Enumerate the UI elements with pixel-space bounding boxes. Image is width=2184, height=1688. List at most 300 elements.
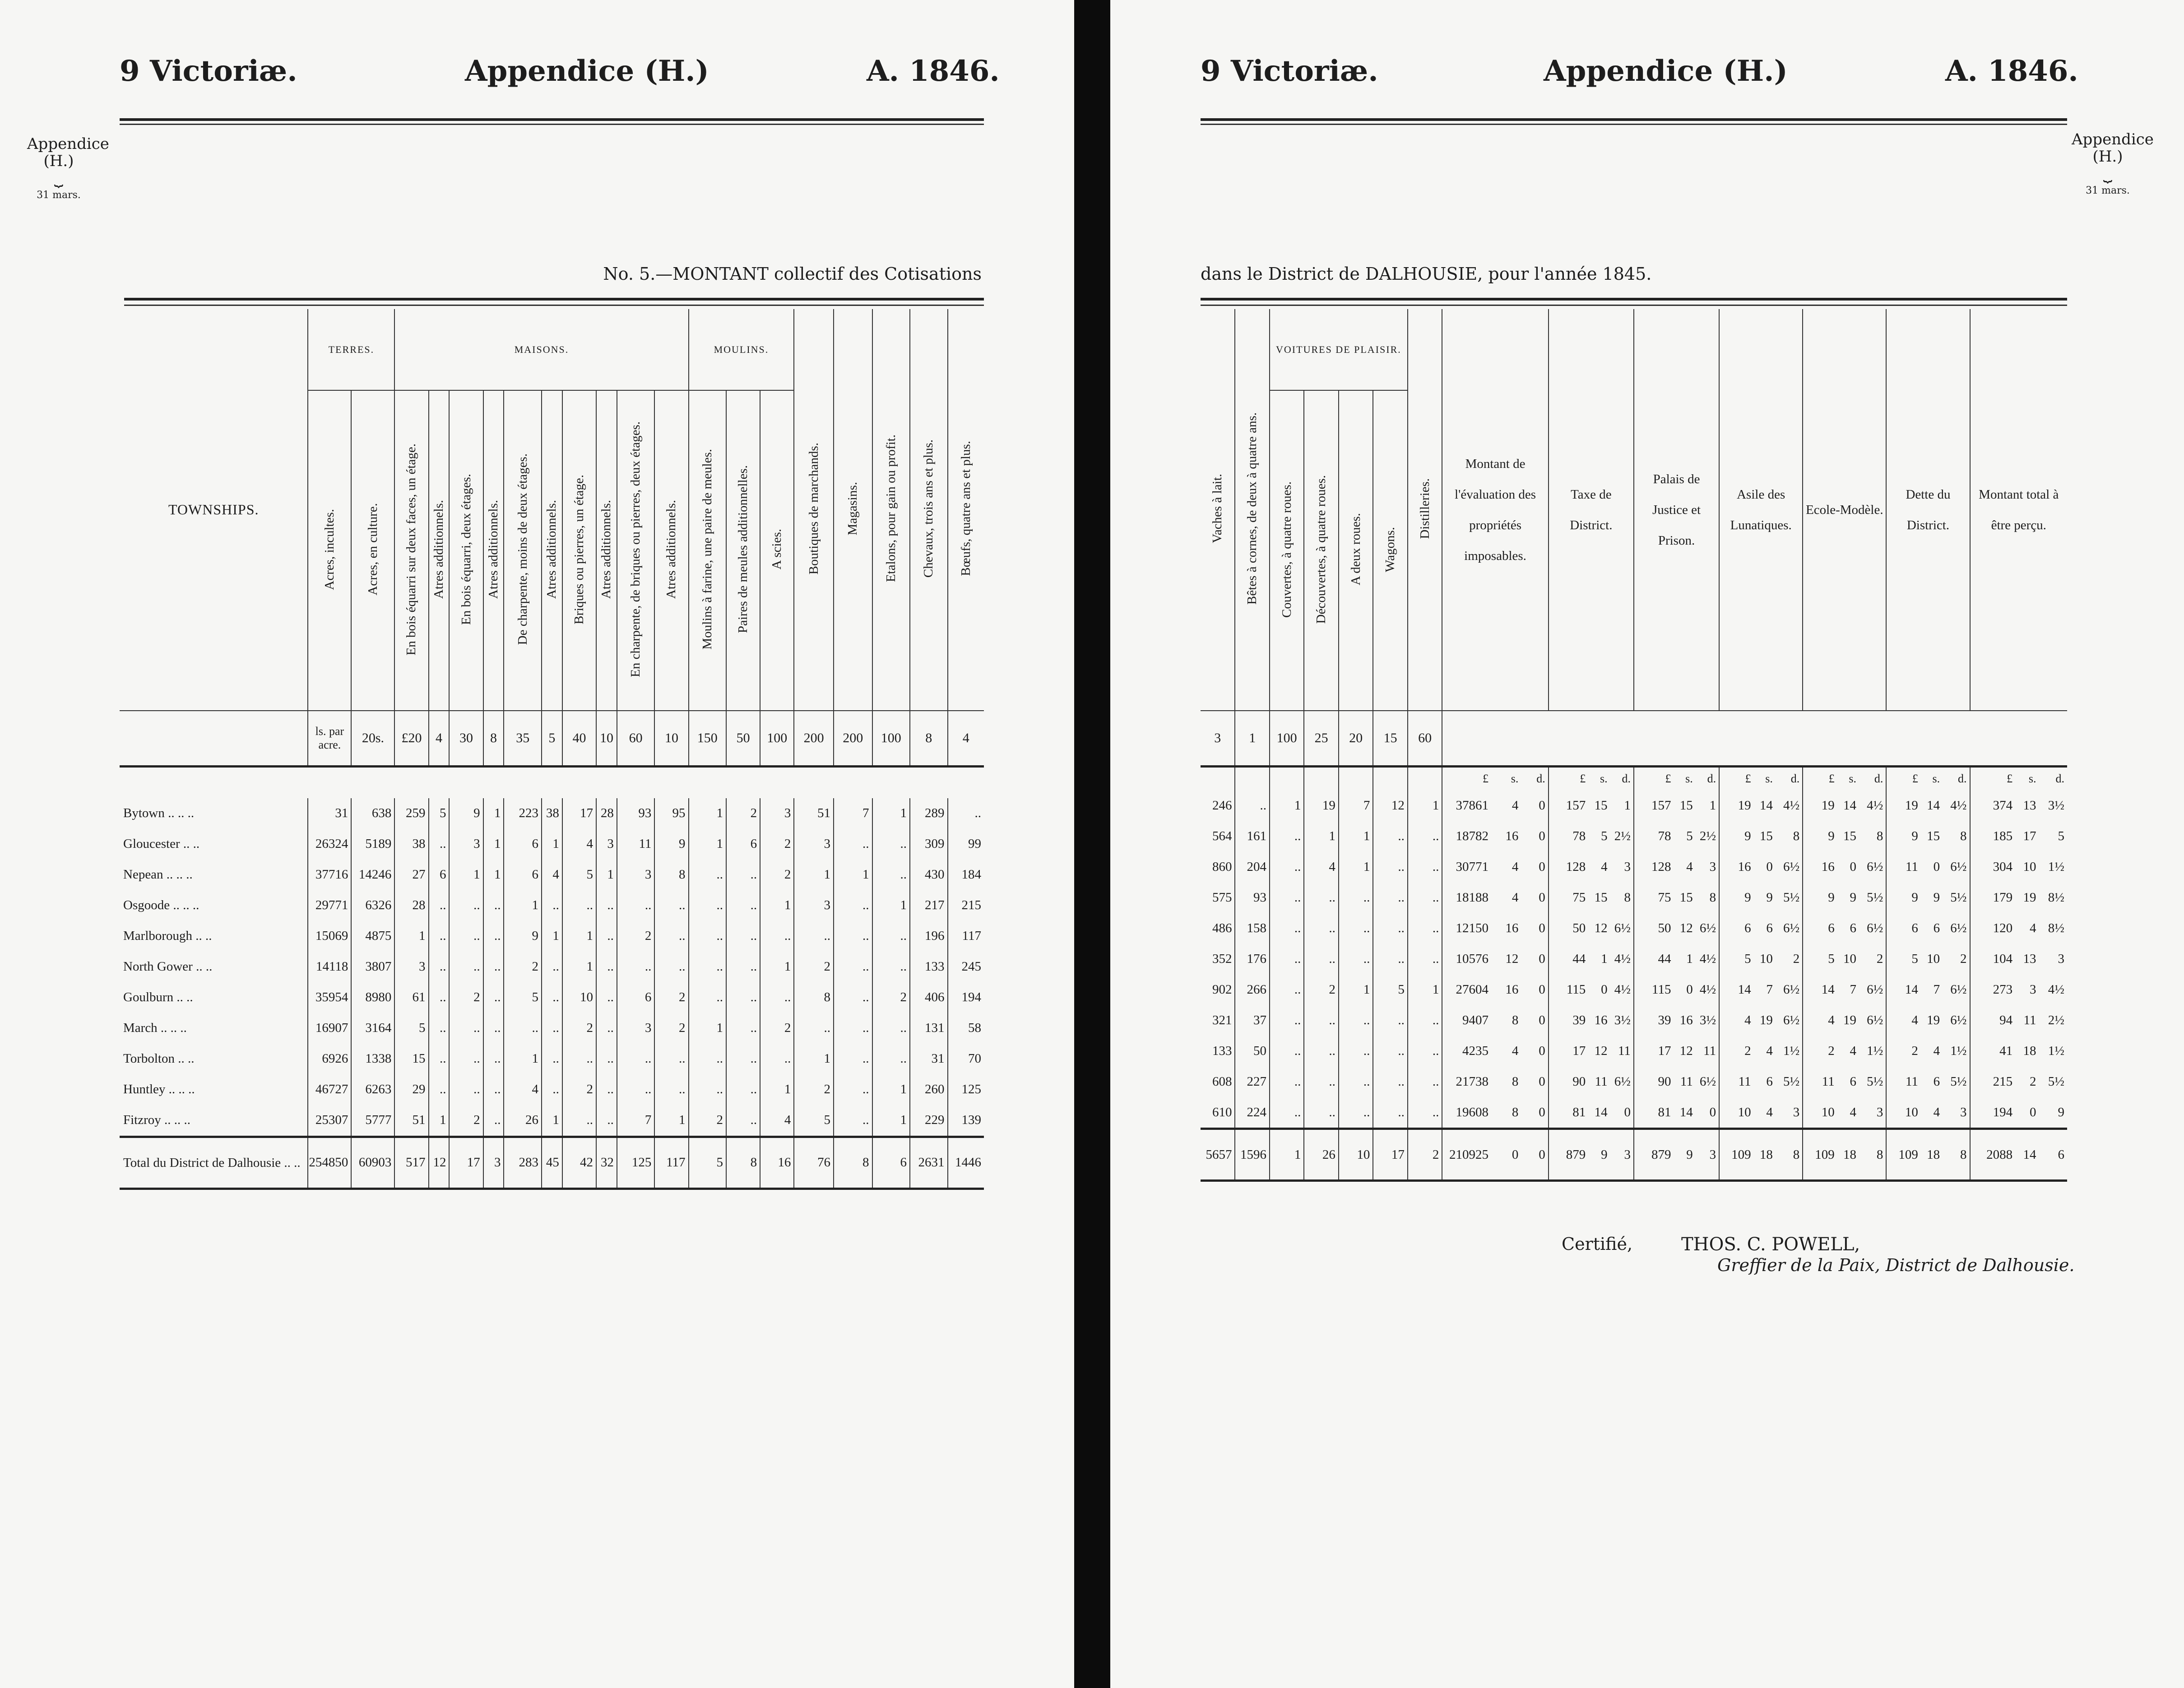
- value-cell: ..: [429, 1074, 450, 1105]
- value-cell: 6: [429, 860, 450, 890]
- rate-cell: 60: [1408, 711, 1442, 767]
- township-row: [120, 829, 984, 860]
- count-cell: ..: [1270, 1066, 1304, 1097]
- count-cell: ..: [1373, 943, 1408, 974]
- value-cell: ..: [542, 1074, 562, 1105]
- pounds-cell: 9: [1719, 882, 1753, 913]
- value-cell: ..: [689, 1074, 726, 1105]
- value-cell: ..: [760, 1044, 794, 1074]
- rates-row: [120, 711, 984, 767]
- pounds-cell: 4235: [1442, 1036, 1491, 1066]
- count-cell: ..: [1270, 974, 1304, 1005]
- shillings-cell: 7: [1766, 982, 1773, 997]
- rate-cell: 5: [542, 711, 562, 767]
- count-cell: ..: [1270, 943, 1304, 974]
- value-cell: ..: [834, 982, 872, 1013]
- total-value: 17: [449, 1137, 483, 1189]
- shillings-cell: 15: [1594, 890, 1608, 905]
- count-cell: 1: [1339, 974, 1373, 1005]
- pence-cell: 6½: [1867, 1013, 1883, 1027]
- column-header: Paires de meules additionnelles.: [726, 390, 760, 711]
- shillings-cell: 3: [2029, 982, 2036, 997]
- count-cell: ..: [1408, 913, 1442, 943]
- township-row: [120, 860, 984, 890]
- shillings-cell: 0: [1850, 859, 1857, 874]
- value-cell: 217: [910, 890, 947, 921]
- value-cell: ..: [449, 1044, 483, 1074]
- value-cell: ..: [726, 860, 760, 890]
- township-name: Torbolton .. ..: [123, 1051, 195, 1066]
- rate-cell: ls. par acre.: [308, 711, 351, 767]
- count-cell: 5: [1373, 974, 1408, 1005]
- rate-cell: 200: [794, 711, 834, 767]
- count-cell: ..: [1270, 882, 1304, 913]
- count-cell: ..: [1270, 1005, 1304, 1036]
- value-cell: 2: [760, 860, 794, 890]
- pence-cell: 8: [1776, 1129, 1803, 1181]
- currency-unit: d.: [2055, 772, 2064, 785]
- value-cell: ..: [596, 1013, 617, 1044]
- rate-cell: 20s.: [351, 711, 394, 767]
- shillings-cell: 4: [1850, 1043, 1857, 1058]
- shillings-cell: 1: [1686, 951, 1693, 966]
- pounds-cell: 104: [1970, 943, 2016, 974]
- count-cell: ..: [1339, 1066, 1373, 1097]
- pence-cell: 0: [1539, 859, 1545, 874]
- shillings-cell: 8: [1512, 1105, 1519, 1119]
- value-cell: 4: [760, 1105, 794, 1137]
- value-cell: 117: [948, 921, 984, 952]
- currency-units-row: [1201, 767, 2067, 791]
- pence-cell: 5½: [1950, 890, 1967, 905]
- pence-cell: 4½: [2048, 982, 2064, 997]
- shillings-cell: 9: [1850, 890, 1857, 905]
- shillings-cell: 10: [1843, 951, 1857, 966]
- money-header: Dette du District.: [1886, 309, 1970, 711]
- header-reign: 9 Victoriæ.: [120, 54, 297, 88]
- currency-unit: £: [1634, 767, 1674, 791]
- total-value: 3: [483, 1137, 504, 1189]
- value-cell: 1: [483, 798, 504, 829]
- pounds-cell: 109: [1886, 1129, 1920, 1181]
- count-cell: ..: [1408, 1066, 1442, 1097]
- rate-cell: 50: [726, 711, 760, 767]
- column-header: Wagons.: [1373, 390, 1408, 711]
- right-page: [1110, 0, 2184, 1688]
- header-year: A. 1846.: [867, 54, 1000, 88]
- value-cell: ..: [872, 1044, 910, 1074]
- pence-cell: 5½: [1950, 1074, 1967, 1089]
- count-cell: 19: [1304, 790, 1338, 821]
- value-cell: 289: [910, 798, 947, 829]
- value-cell: 1: [872, 798, 910, 829]
- value-cell: 5: [429, 798, 450, 829]
- value-cell: 2: [449, 982, 483, 1013]
- pence-cell: 6½: [1614, 1074, 1631, 1089]
- pounds-cell: 11: [1886, 851, 1920, 882]
- value-cell: 35954: [308, 982, 351, 1013]
- value-cell: 9: [449, 798, 483, 829]
- pounds-cell: 273: [1970, 974, 2016, 1005]
- pence-cell: 1½: [1783, 1043, 1800, 1058]
- pence-cell: 6½: [1699, 1074, 1716, 1089]
- pence-cell: 3½: [1699, 1013, 1716, 1027]
- value-cell: 3: [617, 860, 654, 890]
- currency-unit: £: [1549, 767, 1589, 791]
- shillings-cell: 4: [1766, 1043, 1773, 1058]
- shillings-cell: 18: [2023, 1043, 2036, 1058]
- pence-cell: 8: [1960, 828, 1967, 843]
- shillings-cell: 4: [1512, 859, 1519, 874]
- pounds-cell: 215: [1970, 1066, 2016, 1097]
- pounds-cell: 194: [1970, 1097, 2016, 1129]
- count-cell: ..: [1373, 1097, 1408, 1129]
- value-cell: 1: [542, 1105, 562, 1137]
- pounds-cell: 14: [1886, 974, 1920, 1005]
- count-cell: ..: [1373, 851, 1408, 882]
- column-header: A scies.: [760, 390, 794, 711]
- value-cell: 3: [794, 829, 834, 860]
- pounds-cell: 157: [1634, 790, 1674, 821]
- shillings-cell: 9: [1933, 890, 1940, 905]
- assessment-table-right: [1201, 309, 2067, 1182]
- value-cell: ..: [429, 829, 450, 860]
- pounds-cell: 90: [1634, 1066, 1674, 1097]
- value-cell: 4: [542, 860, 562, 890]
- pence-cell: 5½: [1867, 1074, 1883, 1089]
- value-cell: ..: [449, 921, 483, 952]
- value-cell: 28: [596, 798, 617, 829]
- header-rule-thin: [120, 124, 984, 125]
- total-value: 8: [726, 1137, 760, 1189]
- shillings-cell: 6: [1850, 1074, 1857, 1089]
- pounds-cell: 304: [1970, 851, 2016, 882]
- value-cell: 3: [394, 952, 428, 982]
- shillings-cell: 11: [1680, 1074, 1693, 1089]
- pounds-cell: 18188: [1442, 882, 1491, 913]
- value-cell: 1: [542, 921, 562, 952]
- value-cell: 1: [654, 1105, 688, 1137]
- value-cell: 4875: [351, 921, 394, 952]
- rate-cell: £20: [394, 711, 428, 767]
- townships-header-cell: [120, 309, 308, 711]
- pounds-cell: 75: [1634, 882, 1674, 913]
- value-cell: 26: [504, 1105, 541, 1137]
- value-cell: 229: [910, 1105, 947, 1137]
- rate-cell: 200: [834, 711, 872, 767]
- district-row: [1201, 943, 2067, 974]
- signatory-name: THOS. C. POWELL,: [1681, 1234, 1860, 1255]
- rate-cell: 1: [1235, 711, 1269, 767]
- pence-cell: 0: [1624, 1105, 1631, 1119]
- shillings-cell: 4: [2029, 920, 2036, 935]
- pounds-cell: 81: [1549, 1097, 1589, 1129]
- shillings-cell: 12: [1594, 920, 1608, 935]
- column-header: A deux roues.: [1339, 390, 1373, 711]
- count-cell: ..: [1408, 821, 1442, 851]
- pounds-cell: 11: [1803, 1066, 1837, 1097]
- value-cell: ..: [483, 921, 504, 952]
- money-header: Palais de Justice et Prison.: [1634, 309, 1719, 711]
- value-cell: 9: [654, 829, 688, 860]
- pence-cell: 8: [1709, 890, 1716, 905]
- column-header: Vaches à lait.: [1201, 309, 1235, 711]
- currency-unit: £: [1970, 767, 2016, 791]
- pounds-cell: 19608: [1442, 1097, 1491, 1129]
- margin-note-code: (H.): [2092, 148, 2123, 166]
- value-cell: ..: [596, 1074, 617, 1105]
- value-cell: 26324: [308, 829, 351, 860]
- currency-unit: £: [1886, 767, 1920, 791]
- pounds-cell: 30771: [1442, 851, 1491, 882]
- pence-cell: 6½: [1950, 859, 1967, 874]
- value-cell: ..: [872, 952, 910, 982]
- value-cell: 196: [910, 921, 947, 952]
- count-cell: 610: [1212, 1105, 1232, 1119]
- pence-cell: 0: [1521, 1129, 1548, 1181]
- value-cell: 2: [872, 982, 910, 1013]
- count-cell: ..: [1339, 1097, 1373, 1129]
- currency-unit: s.: [1849, 772, 1857, 785]
- pence-cell: 4½: [1950, 798, 1967, 813]
- count-cell: 2: [1408, 1129, 1442, 1181]
- value-cell: 245: [948, 952, 984, 982]
- value-cell: 70: [948, 1044, 984, 1074]
- column-header: En bois équarri, deux étages.: [449, 390, 483, 711]
- value-cell: 8: [794, 982, 834, 1013]
- value-cell: ..: [948, 798, 984, 829]
- value-cell: 3164: [351, 1013, 394, 1044]
- total-value: 117: [654, 1137, 688, 1189]
- assessment-table-left: [120, 309, 984, 1190]
- pence-cell: 4½: [1699, 951, 1716, 966]
- left-page: [0, 0, 1074, 1688]
- pence-cell: 6½: [1867, 920, 1883, 935]
- district-row: [1201, 821, 2067, 851]
- value-cell: 4: [504, 1074, 541, 1105]
- pence-cell: 4½: [1867, 798, 1883, 813]
- value-cell: 3: [449, 829, 483, 860]
- pounds-cell: 10576: [1442, 943, 1491, 974]
- value-cell: 2: [726, 798, 760, 829]
- value-cell: ..: [542, 890, 562, 921]
- value-cell: 1338: [351, 1044, 394, 1074]
- currency-unit: d.: [1707, 772, 1716, 785]
- rate-cell: 4: [948, 711, 984, 767]
- pounds-cell: 44: [1549, 943, 1589, 974]
- shillings-cell: 5: [1601, 828, 1608, 843]
- pounds-cell: 19: [1886, 790, 1920, 821]
- currency-unit: s.: [2028, 772, 2036, 785]
- pounds-cell: 78: [1549, 821, 1589, 851]
- pounds-cell: 9: [1886, 821, 1920, 851]
- margin-note-label: Appendice: [2072, 130, 2154, 148]
- shillings-cell: 0: [1686, 982, 1693, 997]
- value-cell: 1: [483, 860, 504, 890]
- count-cell: ..: [1339, 1036, 1373, 1066]
- value-cell: 16907: [308, 1013, 351, 1044]
- pounds-cell: 12150: [1442, 913, 1491, 943]
- value-cell: 1: [504, 890, 541, 921]
- value-cell: 1: [760, 890, 794, 921]
- pence-cell: 5: [2058, 828, 2064, 843]
- value-cell: ..: [483, 1074, 504, 1105]
- shillings-cell: 14: [1759, 798, 1773, 813]
- value-cell: 133: [910, 952, 947, 982]
- pence-cell: 5½: [1783, 890, 1800, 905]
- value-cell: ..: [504, 1013, 541, 1044]
- total-value: 254850: [308, 1137, 351, 1189]
- district-row: [1201, 851, 2067, 882]
- count-cell: 1: [1408, 974, 1442, 1005]
- value-cell: ..: [429, 890, 450, 921]
- value-cell: ..: [689, 890, 726, 921]
- shillings-cell: 14: [2015, 1129, 2039, 1181]
- value-cell: 1: [760, 1074, 794, 1105]
- rate-cell: 150: [689, 711, 726, 767]
- count-cell: 352: [1212, 951, 1232, 966]
- value-cell: 5777: [351, 1105, 394, 1137]
- value-cell: 1: [689, 798, 726, 829]
- value-cell: ..: [689, 952, 726, 982]
- pence-cell: 0: [1539, 1105, 1545, 1119]
- pence-cell: 8½: [2048, 890, 2064, 905]
- value-cell: 1: [429, 1105, 450, 1137]
- value-cell: 58: [948, 1013, 984, 1044]
- shillings-cell: 12: [1594, 1043, 1608, 1058]
- value-cell: 2: [654, 982, 688, 1013]
- margin-note-date: 31 mars.: [37, 190, 81, 201]
- shillings-cell: 12: [1505, 951, 1519, 966]
- count-cell: ..: [1270, 851, 1304, 882]
- pounds-cell: 2088: [1970, 1129, 2016, 1181]
- pence-cell: 9: [2058, 1105, 2064, 1119]
- pounds-cell: 39: [1634, 1005, 1674, 1036]
- currency-unit: £: [1442, 767, 1491, 791]
- count-cell: ..: [1408, 882, 1442, 913]
- shillings-cell: 19: [1843, 1013, 1857, 1027]
- pence-cell: 0: [1539, 828, 1545, 843]
- value-cell: ..: [726, 1105, 760, 1137]
- count-cell: 486: [1212, 920, 1232, 935]
- pence-cell: 6½: [1783, 859, 1800, 874]
- table-title-left: No. 5.—MONTANT collectif des Cotisations: [603, 264, 982, 284]
- pounds-cell: 879: [1549, 1129, 1589, 1181]
- pounds-cell: 19: [1719, 790, 1753, 821]
- shillings-cell: 11: [2023, 1013, 2036, 1027]
- pence-cell: 0: [1539, 951, 1545, 966]
- township-name: Bytown .. .. ..: [123, 806, 195, 820]
- shillings-cell: 7: [1850, 982, 1857, 997]
- shillings-cell: 13: [2023, 798, 2036, 813]
- pence-cell: 6½: [1950, 920, 1967, 935]
- currency-unit: d.: [1958, 772, 1967, 785]
- spacer-row: [120, 767, 984, 798]
- value-cell: 11: [617, 829, 654, 860]
- count-cell: 266: [1235, 974, 1269, 1005]
- value-cell: 125: [948, 1074, 984, 1105]
- pence-cell: 0: [1539, 1043, 1545, 1058]
- pounds-cell: 19: [1803, 790, 1837, 821]
- pence-cell: 3: [1624, 859, 1631, 874]
- margin-note-brace: ⏟: [54, 169, 64, 187]
- currency-unit: s.: [1600, 772, 1608, 785]
- value-cell: 6: [726, 829, 760, 860]
- value-cell: ..: [654, 952, 688, 982]
- count-cell: 1: [1339, 821, 1373, 851]
- pence-cell: 0: [1539, 890, 1545, 905]
- margin-note: [27, 135, 109, 204]
- value-cell: 38: [394, 829, 428, 860]
- value-cell: ..: [834, 1105, 872, 1137]
- pence-cell: 4½: [1614, 951, 1631, 966]
- count-cell: ..: [1373, 1036, 1408, 1066]
- township-name: Marlborough .. ..: [123, 929, 212, 943]
- header-rule: [120, 118, 984, 121]
- count-cell: 608: [1212, 1074, 1232, 1089]
- count-cell: 158: [1235, 913, 1269, 943]
- signatory-role: Greffier de la Paix, District de Dalhousie.: [1717, 1255, 2075, 1275]
- pence-cell: 6½: [1783, 982, 1800, 997]
- pounds-cell: 4: [1886, 1005, 1920, 1036]
- value-cell: 3: [617, 1013, 654, 1044]
- count-cell: ..: [1373, 913, 1408, 943]
- township-name: Huntley .. .. ..: [123, 1082, 195, 1096]
- rate-cell: 20: [1339, 711, 1373, 767]
- shillings-cell: 8: [1512, 1013, 1519, 1027]
- value-cell: ..: [542, 1044, 562, 1074]
- total-value: 42: [562, 1137, 596, 1189]
- value-cell: 2: [449, 1105, 483, 1137]
- table-top-rule-thin: [1201, 305, 2067, 306]
- shillings-cell: 4: [1686, 859, 1693, 874]
- pounds-cell: 128: [1634, 851, 1674, 882]
- group-maisons: MAISONS.: [394, 309, 688, 390]
- pence-cell: 11: [1618, 1043, 1631, 1058]
- total-value: 32: [596, 1137, 617, 1189]
- value-cell: 1: [872, 1074, 910, 1105]
- pence-cell: 3½: [2048, 798, 2064, 813]
- value-cell: ..: [726, 921, 760, 952]
- currency-unit: d.: [1536, 772, 1545, 785]
- count-cell: 204: [1235, 851, 1269, 882]
- total-value: 45: [542, 1137, 562, 1189]
- district-row: [1201, 1066, 2067, 1097]
- value-cell: ..: [689, 1044, 726, 1074]
- rate-cell-empty: [1442, 711, 2067, 767]
- pounds-cell: 4: [1803, 1005, 1837, 1036]
- pence-cell: 6½: [1950, 982, 1967, 997]
- count-cell: ..: [1373, 1066, 1408, 1097]
- value-cell: ..: [726, 890, 760, 921]
- shillings-cell: 10: [2023, 859, 2036, 874]
- pence-cell: 6½: [1614, 920, 1631, 935]
- value-cell: ..: [654, 1044, 688, 1074]
- margin-note-date: 31 mars.: [2086, 185, 2130, 196]
- count-cell: 93: [1235, 882, 1269, 913]
- header-reign: 9 Victoriæ.: [1201, 54, 1378, 88]
- value-cell: 5: [794, 1105, 834, 1137]
- count-cell: 575: [1212, 890, 1232, 905]
- count-cell: ..: [1408, 943, 1442, 974]
- column-header: Atres additionnels.: [654, 390, 688, 711]
- value-cell: ..: [542, 982, 562, 1013]
- count-cell: 26: [1304, 1129, 1338, 1181]
- pence-cell: 6½: [1699, 920, 1716, 935]
- pounds-cell: 17: [1634, 1036, 1674, 1066]
- value-cell: ..: [542, 952, 562, 982]
- pence-cell: 5½: [1867, 890, 1883, 905]
